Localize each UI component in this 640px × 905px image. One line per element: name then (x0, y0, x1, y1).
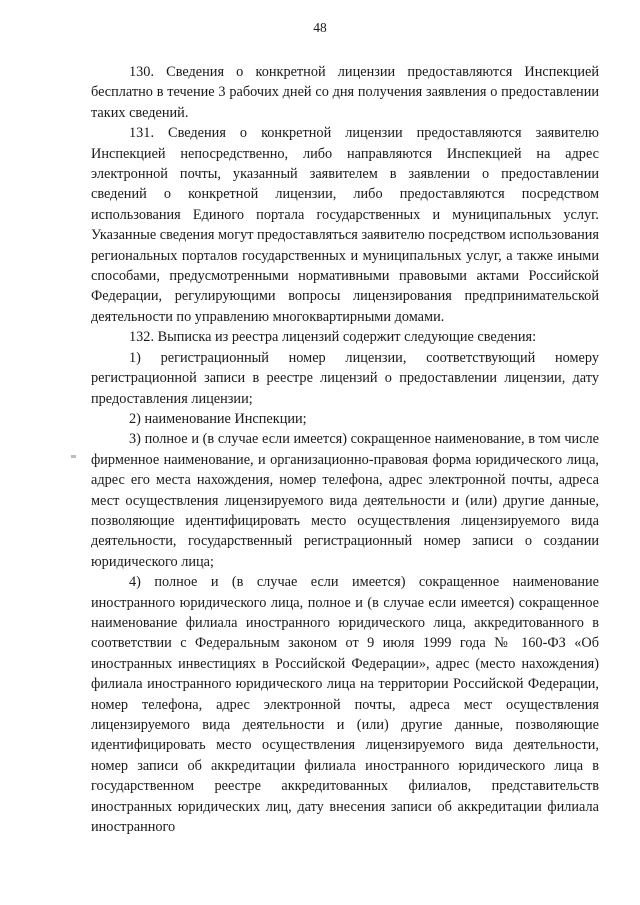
paragraph-131: 131. Сведения о конкретной лицензии предоставляются заявителю Инспекцией непосредственно, либо направляются Инспекцией на адрес электронной почты, указанный заявителем в заявлении о предоставлении сведений о конкретной лицензии, либо предоставляются посредством использования Единого портала государственных и муниципальных услуг. Указанные сведения могут предоставляться заявителю посредством использования региональных порталов государственных и муниципальных услуг, а также иными способами, предусмотренными нормативными правовыми актами Российской Федерации, регулирующими вопросы лицензирования предпринимательской деятельности по управлению многоквартирными домами. (91, 125, 599, 325)
paragraph-132: 132. Выписка из реестра лицензий содержит следующие сведения: (129, 329, 537, 346)
document-body (91, 62, 599, 837)
page-number: 48 (313, 20, 327, 35)
list-item-3: 3) полное и (в случае если имеется) сокращенное наименование, в том числе фирменное наименование, и организационно-правовая форма юридического лица, адрес его места нахождения, номер телефона, адрес электронной почты, адреса мест осуществления лицензируемого вида деятельности и (или) другие данные, позволяющие идентифицировать место осуществления лицензируемого вида деятельности, государственный регистрационный номер записи о создании юридического лица; (91, 431, 599, 570)
paragraph-130: 130. Сведения о конкретной лицензии предоставляются Инспекцией бесплатно в течение 3 рабочих дней со дня получения заявления о предоставлении таких сведений. (91, 64, 599, 121)
list-item-1: 1) регистрационный номер лицензии, соответствующий номеру регистрационной записи в реестре лицензий о предоставлении лицензии, дату предоставления лицензии; (91, 349, 599, 407)
scan-speck (71, 455, 76, 458)
list-item-4: 4) полное и (в случае если имеется) сокращенное наименование иностранного юридического лица, полное и (в случае если имеется) сокращенное наименование филиала иностранного юридического лица, аккредитованного в соответствии с Федеральным законом от 9 июля 1999 года № 160-ФЗ «Об иностранных инвестициях в Российской Федерации», адрес (место нахождения) филиала иностранного юридического лица на территории Российской Федерации, номер телефона, адрес электронной почты, адреса мест осуществления лицензируемого вида деятельности и (или) другие данные, позволяющие идентифицировать место осуществления лицензируемого вида деятельности, номер записи об аккредитации филиала иностранного юридического лица в государственном реестре аккредитованных филиалов, представительств иностранных юридических лиц, дату внесения записи об аккредитации филиала иностранного (91, 574, 599, 836)
list-item-2: 2) наименование Инспекции; (129, 410, 307, 427)
